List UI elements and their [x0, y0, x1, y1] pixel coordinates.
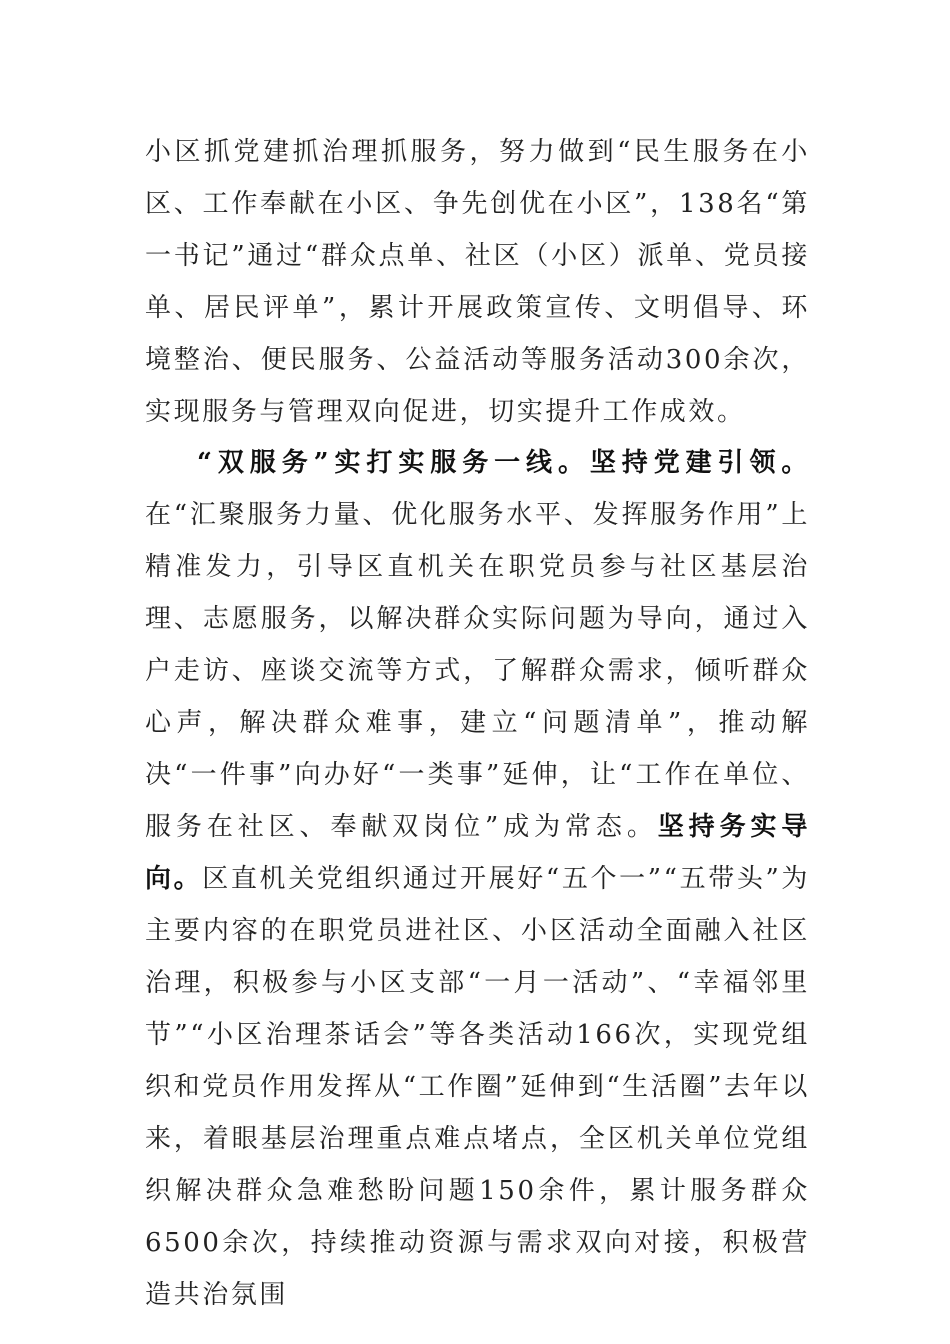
paragraph-2-text-2: 区直机关党组织通过开展好“五个一”“五带头”为主要内容的在职党员进社区、小区活动全面融入社区治理，积极参与小区支部“一月一活动”、“幸福邻里节”“小区治理茶话会”等各类活动166次，实现党组织和党员作用发挥从“工作圈”延伸到“生活圈”去年以来，着眼基层治理重点难点堵点，全区机关单位党组织解决群众急难愁盼问题150余件，累计服务群众6500余次，持续推动资源与需求双向对接，积极营造共治氛围	[145, 864, 811, 1310]
paragraph-2	[145, 437, 811, 1310]
paragraph-1-text: 小区抓党建抓治理抓服务，努力做到“民生服务在小区、工作奉献在小区、争先创优在小区”，138名“第一书记”通过“群众点单、社区（小区）派单、党员接单、居民评单”，累计开展政策宣传、文明倡导、环境整治、便民服务、公益活动等服务活动300余次，实现服务与管理双向促进，切实提升工作成效。	[145, 137, 810, 427]
subsection-heading: 坚持务实导向。	[145, 812, 810, 894]
section-heading: “双服务”实打实服务一线。坚持党建引领。	[197, 448, 810, 478]
paragraph-1	[145, 126, 810, 438]
paragraph-2-text-1: 在“汇聚服务力量、优化服务水平、发挥服务作用”上精准发力，引导区直机关在职党员参与社区基层治理、志愿服务，以解决群众实际问题为导向，通过入户走访、座谈交流等方式，了解群众需求，倾听群众心声，解决群众难事，建立“问题清单”，推动解决“一件事”向办好“一类事”延伸，让“工作在单位、服务在社区、奉献双岗位”成为常态。	[145, 500, 810, 842]
